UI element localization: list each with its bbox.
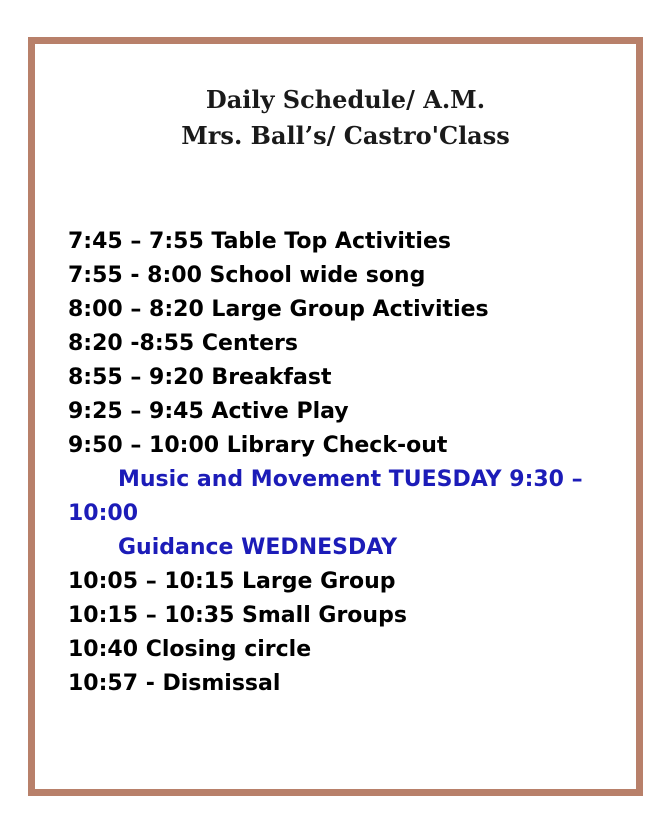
schedule-item: 10:05 – 10:15 Large Group (68, 569, 396, 594)
schedule-item: 10:57 - Dismissal (68, 671, 281, 696)
schedule-item: 8:00 – 8:20 Large Group Activities (68, 297, 489, 322)
page-title: Daily Schedule/ A.M. (205, 85, 486, 114)
schedule-frame (28, 37, 643, 796)
schedule-item: 7:45 – 7:55 Table Top Activities (68, 229, 451, 254)
schedule-item: 7:55 - 8:00 School wide song (68, 263, 426, 288)
schedule-list (68, 225, 628, 701)
music-movement-note: Music and Movement TUESDAY 9:30 – (118, 467, 583, 492)
schedule-item: 9:50 – 10:00 Library Check-out (68, 433, 448, 458)
schedule-item: 10:15 – 10:35 Small Groups (68, 603, 407, 628)
title-block (35, 82, 636, 154)
schedule-item: 8:55 – 9:20 Breakfast (68, 365, 332, 390)
guidance-note: Guidance WEDNESDAY (118, 535, 398, 560)
schedule-item: 9:25 – 9:45 Active Play (68, 399, 349, 424)
schedule-item: 8:20 -8:55 Centers (68, 331, 299, 356)
schedule-item: 10:40 Closing circle (68, 637, 312, 662)
class-name: Mrs. Ball’s/ Castro'Class (181, 121, 510, 150)
music-movement-note-continued: 10:00 (68, 501, 139, 526)
